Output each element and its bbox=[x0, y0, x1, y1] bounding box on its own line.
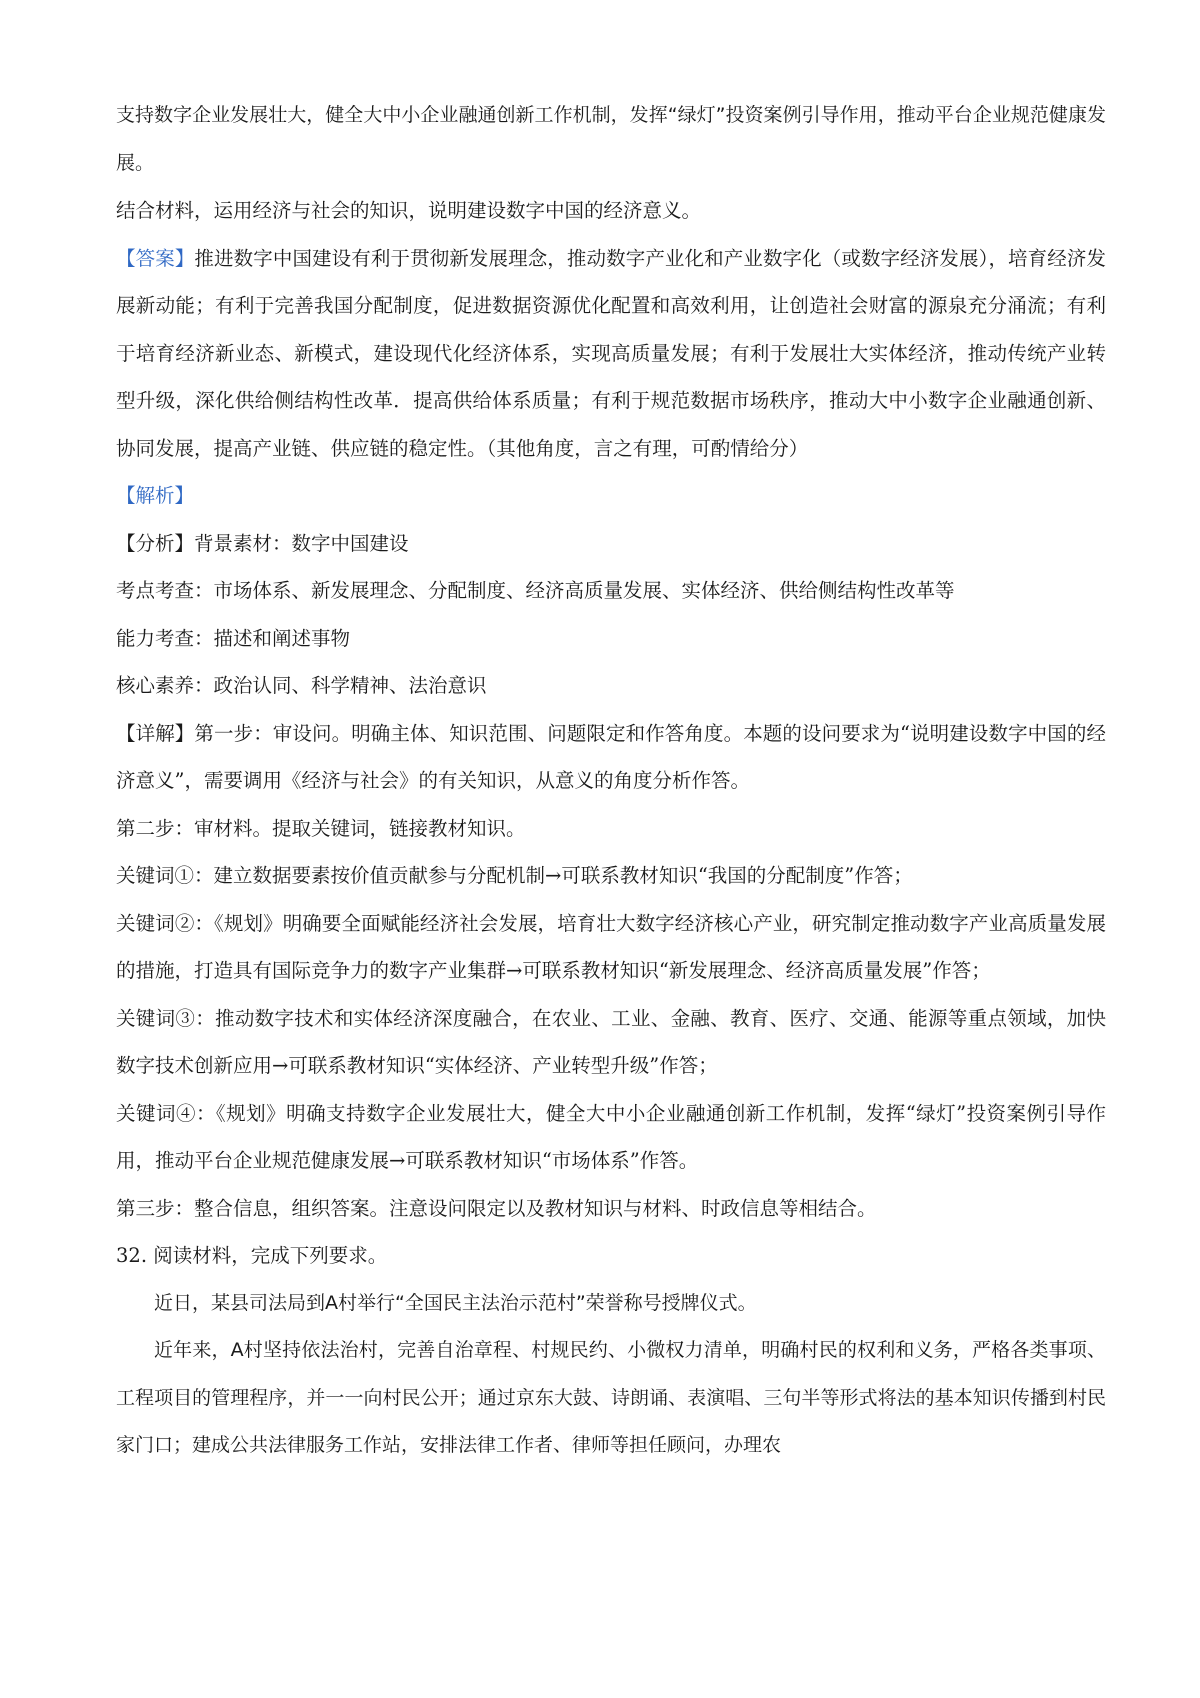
analysis-literacy: 核心素养：政治认同、科学精神、法治意识 bbox=[116, 674, 487, 697]
keyword-1: 关键词①：建立数据要素按价值贡献参与分配机制→可联系教材知识“我国的分配制度”作答； bbox=[116, 864, 913, 887]
analysis-background: 【分析】背景素材：数字中国建设 bbox=[116, 531, 409, 555]
analysis-topics: 考点考查：市场体系、新发展理念、分配制度、经济高质量发展、实体经济、供给侧结构性改革等 bbox=[116, 579, 955, 602]
question-32-title: 32. 阅读材料，完成下列要求。 bbox=[116, 1244, 388, 1267]
detail-step1: 【详解】第一步：审设问。明确主体、知识范围、问题限定和作答角度。本题的设问要求为“说明建设数字中国的经济意义”，需要调用《经济与社会》的有关知识，从意义的角度分析作答。 bbox=[116, 721, 1106, 792]
detail-step3: 第三步：整合信息，组织答案。注意设问限定以及教材知识与材料、时政信息等相结合。 bbox=[116, 1196, 877, 1220]
material-paragraph-1: 近日，某县司法局到A村举行“全国民主法治示范村”荣誉称号授牌仪式。 bbox=[154, 1291, 757, 1314]
analysis-tag: 【解析】 bbox=[116, 484, 195, 507]
material-paragraph-2: 近年来，A村坚持依法治村，完善自治章程、村规民约、小微权力清单，明确村民的权利和义务，严格各类事项、工程项目的管理程序，并一一向村民公开；通过京东大鼓、诗朗诵、表演唱、三句半等形式将法的基本知识传播到村民家门口；建成公共法律服务工作站，安排法律工作者、律师等担任顾问，办理农 bbox=[116, 1339, 1106, 1456]
keyword-2: 关键词②：《规划》明确要全面赋能经济社会发展，培育壮大数字经济核心产业，研究制定推动数字产业高质量发展的措施，打造具有国际竞争力的数字产业集群→可联系教材知识“新发展理念、经济高质量发展”作答； bbox=[116, 911, 1106, 982]
keyword-3: 关键词③：推动数字技术和实体经济深度融合，在农业、工业、金融、教育、医疗、交通、能源等重点领域，加快数字技术创新应用→可联系教材知识“实体经济、产业转型升级”作答； bbox=[116, 1006, 1106, 1077]
question-prompt: 结合材料，运用经济与社会的知识，说明建设数字中国的经济意义。 bbox=[116, 199, 702, 222]
keyword-4: 关键词④：《规划》明确支持数字企业发展壮大，健全大中小企业融通创新工作机制，发挥“绿灯”投资案例引导作用，推动平台企业规范健康发展→可联系教材知识“市场体系”作答。 bbox=[116, 1101, 1106, 1172]
answer-paragraph bbox=[116, 235, 1106, 473]
detail-step2: 第二步：审材料。提取关键词，链接教材知识。 bbox=[116, 816, 526, 840]
answer-text: 推进数字中国建设有利于贯彻新发展理念，推动数字产业化和产业数字化（或数字经济发展），培育经济发展新动能；有利于完善我国分配制度，促进数据资源优化配置和高效利用，让创造社会财富的源泉充分涌流；有利于培育经济新业态、新模式，建设现代化经济体系，实现高质量发展；有利于发展壮大实体经济，推动传统产业转型升级，深化供给侧结构性改革．提高供给体系质量；有利于规范数据市场秩序，推动大中小数字企业融通创新、协同发展，提高产业链、供应链的稳定性。（其他角度，言之有理，可酌情给分） bbox=[116, 246, 1106, 460]
material-continuation: 支持数字企业发展壮大，健全大中小企业融通创新工作机制，发挥“绿灯”投资案例引导作用，推动平台企业规范健康发展。 bbox=[116, 104, 1106, 174]
answer-tag: 【答案】 bbox=[116, 246, 195, 270]
analysis-ability: 能力考查：描述和阐述事物 bbox=[116, 626, 351, 650]
